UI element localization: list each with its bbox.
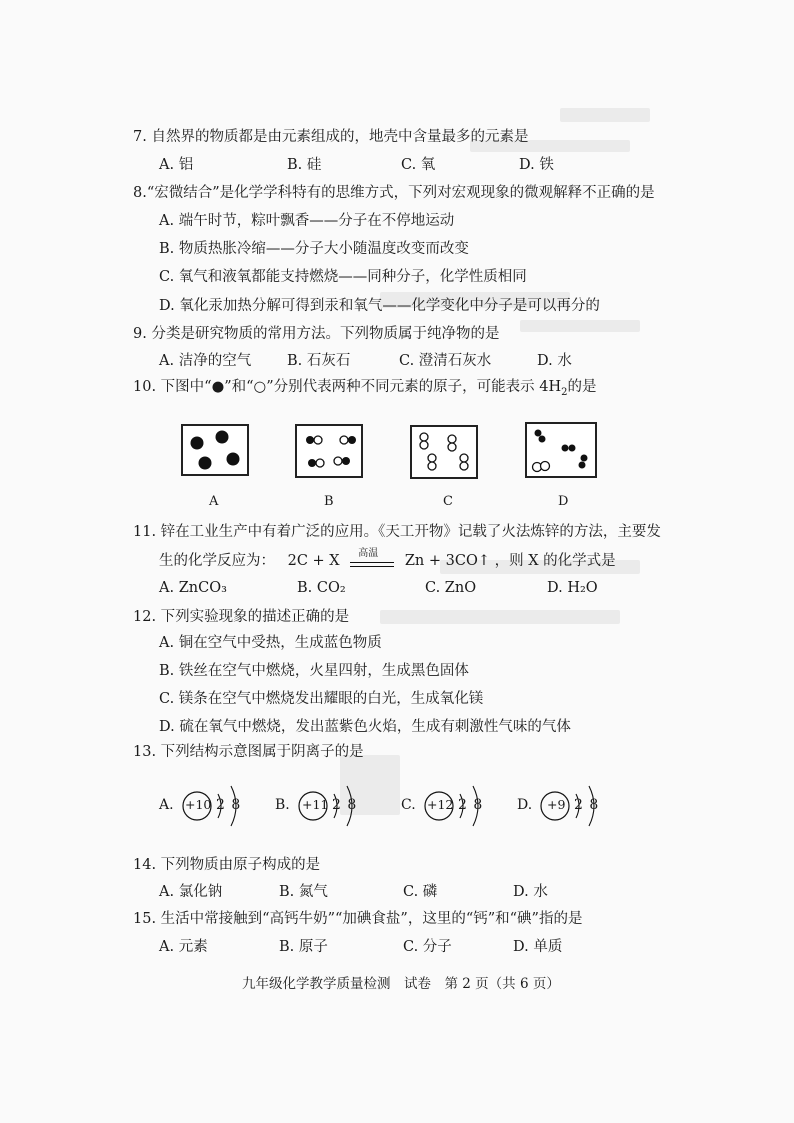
filled-atom: [308, 459, 316, 467]
q10-label-c: C: [443, 494, 453, 509]
q11-stem-tail: ，则 X 的化学式是: [494, 553, 616, 569]
q13-option-c-shells: 2 8: [458, 797, 484, 813]
q12-stem: 12. 下列实验现象的描述正确的是: [133, 609, 350, 625]
scan-noise: [380, 610, 620, 624]
q7-stem: 7. 自然界的物质都是由元素组成的，地壳中含量最多的元素是: [133, 129, 529, 145]
q14-option-d[interactable]: D. 水: [513, 884, 548, 900]
hollow-atom: [448, 443, 456, 451]
q12-option-a[interactable]: A. 铜在空气中受热，生成蓝色物质: [159, 635, 382, 651]
q10-label-d: D: [558, 494, 569, 509]
filled-atom: [535, 430, 542, 437]
hollow-atom: [460, 454, 468, 462]
q10-diagram-b[interactable]: [295, 424, 363, 478]
q12-option-c[interactable]: C. 镁条在空气中燃烧发出耀眼的白光，生成氧化镁: [159, 691, 484, 707]
q7-option-a[interactable]: A. 铝: [159, 157, 194, 173]
q10-diagram-d[interactable]: [525, 422, 597, 478]
q14-option-a[interactable]: A. 氯化钠: [159, 884, 223, 900]
q13-option-b-shells: 2 8: [332, 797, 358, 813]
q10-stem-subscript: 2: [561, 386, 568, 398]
equation-arrow: [348, 548, 396, 570]
page-footer: 九年级化学教学质量检测 试卷 第 2 页（共 6 页）: [242, 976, 560, 992]
q9-option-a[interactable]: A. 洁净的空气: [159, 353, 252, 369]
q13-option-a-shells: 2 8: [216, 797, 242, 813]
filled-atom: [342, 457, 350, 465]
filled-atom: [569, 445, 576, 452]
q13-option-a-nucleus: +10: [185, 797, 212, 812]
q12-option-d[interactable]: D. 硫在氧气中燃烧，发出蓝紫色火焰，生成有刺激性气味的气体: [159, 719, 571, 735]
filled-atom: [227, 453, 240, 466]
q11-stem-line1: 11. 锌在工业生产中有着广泛的应用。《天工开物》记载了火法炼锌的方法，主要发: [133, 524, 661, 540]
q11-option-d[interactable]: D. H₂O: [547, 580, 598, 596]
q12-option-b[interactable]: B. 铁丝在空气中燃烧，火星四射，生成黑色固体: [159, 663, 469, 679]
q9-option-c[interactable]: C. 澄清石灰水: [399, 353, 492, 369]
q11-stem-line2: [159, 548, 616, 570]
q8-option-b[interactable]: B. 物质热胀冷缩——分子大小随温度改变而改变: [159, 241, 469, 257]
q15-stem: 15. 生活中常接触到“高钙牛奶”“加碘食盐”，这里的“钙”和“碘”指的是: [133, 911, 583, 927]
filled-atom: [306, 436, 314, 444]
q14-option-c[interactable]: C. 磷: [403, 884, 438, 900]
hollow-atom: [316, 459, 324, 467]
hollow-atom: [541, 462, 550, 471]
q7-option-b[interactable]: B. 硅: [287, 157, 322, 173]
q11-option-a[interactable]: A. ZnCO₃: [159, 580, 227, 596]
q10-stem-text: 10. 下图中“●”和“○”分别代表两种不同元素的原子，可能表示 4H: [133, 379, 562, 395]
q10-stem: [133, 378, 596, 402]
hollow-atom: [420, 441, 428, 449]
q13-option-c[interactable]: [401, 780, 501, 832]
filled-atom: [579, 462, 586, 469]
q13-option-d-shells: 2 8: [574, 797, 600, 813]
hollow-atom: [334, 457, 342, 465]
q10-diagram-d-molecules: [527, 424, 595, 476]
scan-noise: [560, 108, 650, 122]
q10-label-b: B: [324, 494, 334, 509]
hollow-atom: [460, 462, 468, 470]
q14-stem: 14. 下列物质由原子构成的是: [133, 857, 321, 873]
hollow-atom: [340, 436, 348, 444]
q10-label-a: A: [209, 494, 219, 509]
q13-option-b[interactable]: [275, 780, 375, 832]
q13-option-c-letter: C.: [401, 797, 416, 813]
q10-stem-tail: 的是: [567, 379, 597, 395]
q13-option-d[interactable]: [517, 780, 617, 832]
q10-diagram-a-atoms: [183, 426, 247, 474]
q7-option-c[interactable]: C. 氧: [401, 157, 436, 173]
hollow-atom: [314, 436, 322, 444]
filled-atom: [199, 457, 212, 470]
q10-diagram-b-molecules: [297, 426, 361, 476]
q13-option-b-letter: B.: [275, 797, 290, 813]
filled-atom: [562, 445, 569, 452]
filled-atom: [216, 431, 229, 444]
equation-left: 2C + X: [287, 553, 340, 569]
equation-double-line: [350, 562, 394, 567]
hollow-atom: [428, 454, 436, 462]
q9-option-b[interactable]: B. 石灰石: [287, 353, 351, 369]
q15-option-b[interactable]: B. 原子: [279, 939, 328, 955]
q14-option-b[interactable]: B. 氮气: [279, 884, 328, 900]
hollow-atom: [428, 462, 436, 470]
q10-diagram-c-molecules: [412, 427, 476, 477]
q10-diagram-c[interactable]: [410, 425, 478, 479]
q9-option-d[interactable]: D. 水: [537, 353, 572, 369]
q8-stem: 8.“宏微结合”是化学学科特有的思维方式，下列对宏观现象的微观解释不正确的是: [133, 185, 655, 201]
filled-atom: [191, 437, 204, 450]
q13-option-d-nucleus: +9: [547, 797, 566, 812]
q11-option-b[interactable]: B. CO₂: [297, 580, 346, 596]
q13-option-a-letter: A.: [159, 797, 174, 813]
hollow-atom: [448, 435, 456, 443]
q8-option-c[interactable]: C. 氧气和液氧都能支持燃烧——同种分子，化学性质相同: [159, 269, 527, 285]
q8-option-a[interactable]: A. 端午时节，粽叶飘香——分子在不停地运动: [159, 213, 455, 229]
q15-option-c[interactable]: C. 分子: [403, 939, 452, 955]
q9-stem: 9. 分类是研究物质的常用方法。下列物质属于纯净物的是: [133, 326, 500, 342]
q15-option-a[interactable]: A. 元素: [159, 939, 208, 955]
filled-atom: [348, 436, 356, 444]
q13-option-a[interactable]: [159, 780, 259, 832]
filled-atom: [539, 436, 546, 443]
q15-option-d[interactable]: D. 单质: [513, 939, 563, 955]
equation-right: Zn + 3CO↑: [404, 553, 490, 569]
q13-option-d-letter: D.: [517, 797, 533, 813]
q8-option-d[interactable]: D. 氧化汞加热分解可得到汞和氧气——化学变化中分子是可以再分的: [159, 298, 600, 314]
q7-option-d[interactable]: D. 铁: [519, 157, 554, 173]
q11-option-c[interactable]: C. ZnO: [425, 580, 477, 596]
q13-stem: 13. 下列结构示意图属于阴离子的是: [133, 744, 364, 760]
hollow-atom: [420, 433, 428, 441]
filled-atom: [581, 455, 588, 462]
q11-stem-lead: 生的化学反应为：: [159, 553, 275, 569]
q13-option-c-nucleus: +12: [427, 797, 454, 812]
equation-condition: 高温: [358, 548, 379, 559]
q10-diagram-a[interactable]: [181, 424, 249, 476]
q13-option-b-nucleus: +11: [302, 797, 329, 812]
scan-noise: [520, 320, 640, 332]
